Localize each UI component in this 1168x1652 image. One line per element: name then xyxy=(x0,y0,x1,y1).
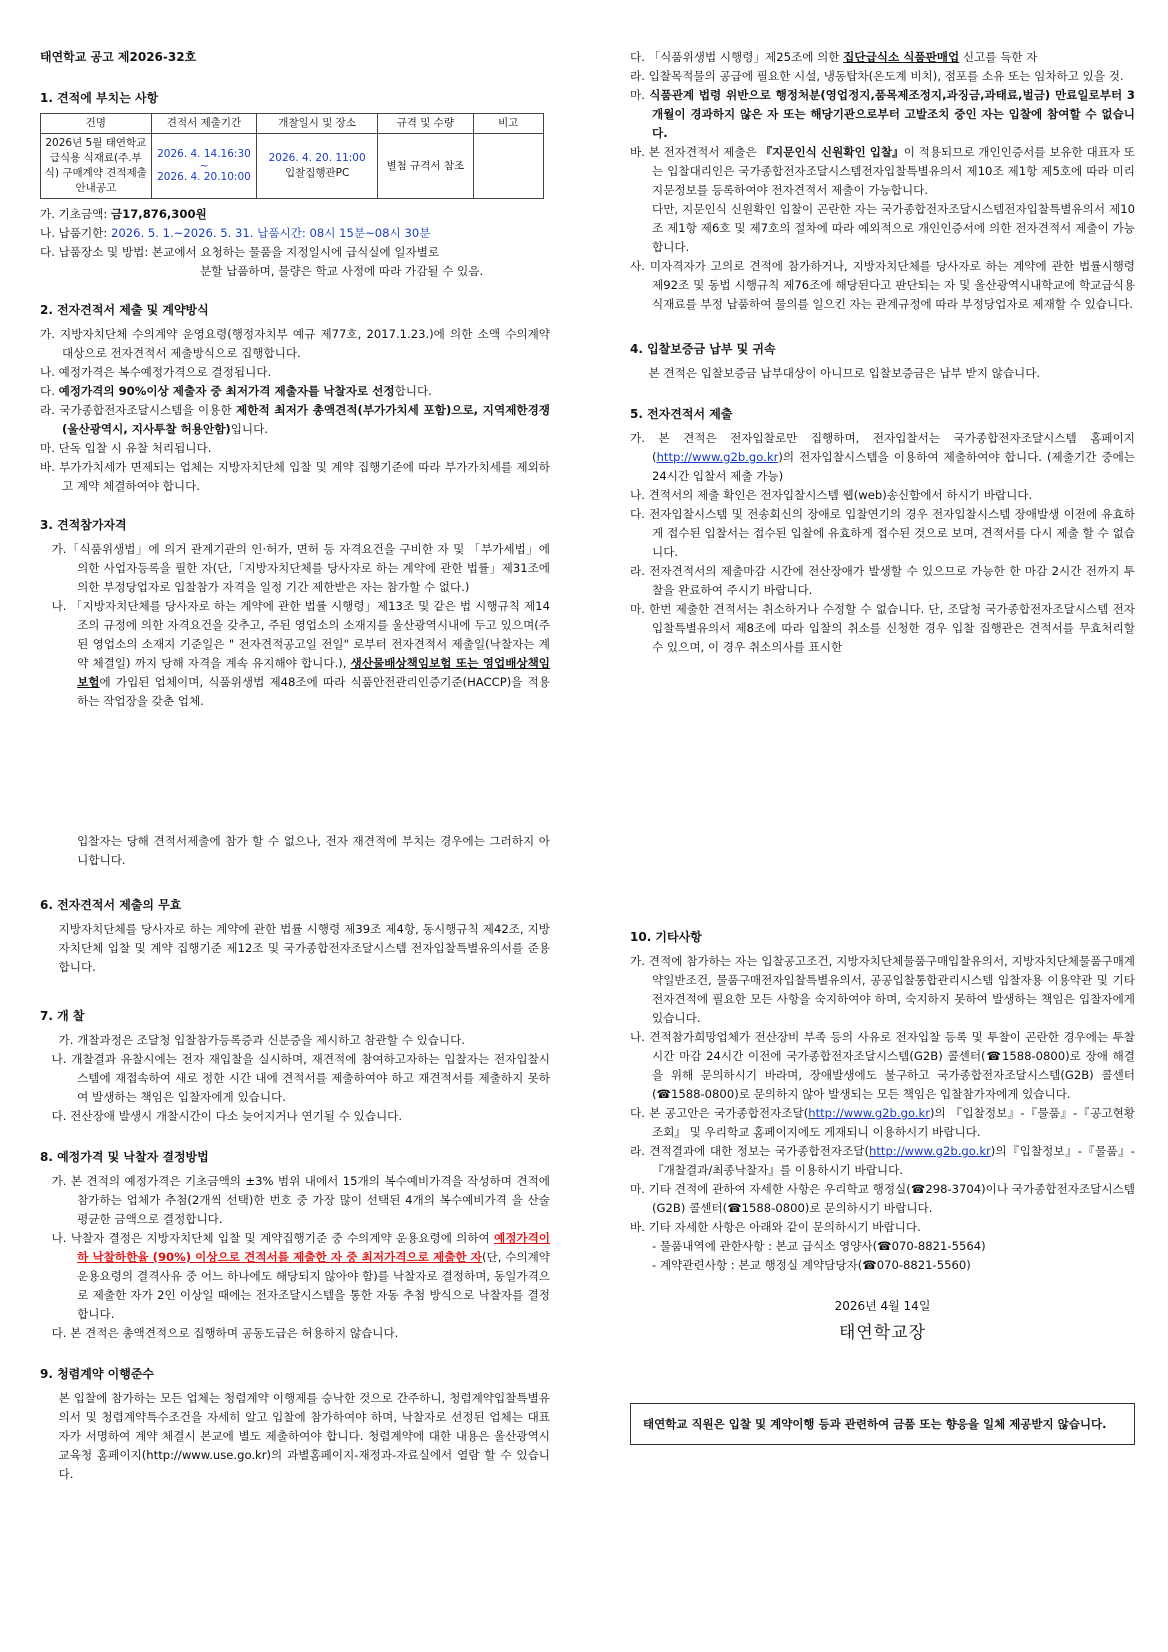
r-ba xyxy=(630,143,1135,200)
r-sa: 사. 미자격자가 고의로 견적에 참가하거나, 지방자치단체를 당사자로 하는 계약에 관한 법률시행령 제92조 및 동법 시행규칙 제76조에 해당된다고 판단되는 자 및 울산광역시내학교에 학교급식용 식재료를 부정 납품하여 물의를 일으킨 자는 관계규정에 따라 부정당업자로 제재할 수 있습니다. xyxy=(630,259,1135,311)
section-2 xyxy=(40,301,550,496)
section-9-heading: 9. 청렴계약 이행준수 xyxy=(40,1367,155,1381)
g2b-link-2[interactable]: http://www.g2b.go.kr xyxy=(808,1106,931,1120)
doc-number: 태연학교 공고 제2026-32호 xyxy=(40,50,197,64)
period-end: 2026. 4. 20.10:00 xyxy=(157,171,251,183)
s10-da xyxy=(630,1104,1135,1142)
g2b-link-3[interactable]: http://www.g2b.go.kr xyxy=(869,1144,991,1158)
th-name: 건명 xyxy=(41,114,152,134)
open-place: 입찰집행관PC xyxy=(284,167,350,179)
r-ma-bold: 식품관계 법령 위반으로 행정처분(영업정지,품목제조정지,과징금,과태료,벌금) 만료일로부터 3개월이 경과하지 않은 자 또는 해당기관으로부터 고발조치 중인 자는 입찰에 참여할 수 없습니다. xyxy=(649,88,1135,140)
signer: 태연학교장 xyxy=(838,1323,927,1343)
r-ma-pre: 마. xyxy=(630,88,650,102)
s5-ra: 라. 전자견적서의 제출마감 시간에 전산장애가 발생할 수 있으므로 가능한 한 마감 2시간 전까지 투찰을 완료하여 주시기 바랍니다. xyxy=(630,564,1135,597)
left-column-top xyxy=(40,48,550,711)
s2-da-bold: 예정가격의 90%이상 제출자 중 최저가격 제출자를 낙찰자로 선정 xyxy=(58,384,395,398)
s10-contact-2: - 계약관련사항 : 본교 행정실 계약담당자(☎070-8821-5560) xyxy=(652,1258,971,1272)
r-ma xyxy=(630,86,1135,143)
cell-opening xyxy=(257,134,378,199)
s2-na: 나. 예정가격은 복수예정가격으로 결정됩니다. xyxy=(40,365,272,379)
s10-ba: 바. 기타 자세한 사항은 아래와 같이 문의하시기 바랍니다. xyxy=(630,1220,921,1234)
r-ba-pre: 바. 본 전자견적서 제출은 xyxy=(630,145,761,159)
section-4-heading: 4. 입찰보증금 납부 및 귀속 xyxy=(630,342,776,356)
section-10 xyxy=(630,928,1135,1275)
s10-na: 나. 견적참가희망업체가 전산장비 부족 등의 사유로 전자입찰 등록 및 투찰이 곤란한 경우에는 투찰시간 마감 24시간 이전에 국가종합전자조달시스템(G2B) 콜센터(☎1588-0800)로 장애 해결을 위해 문의하시기 바라며, 장애발생에도 불구하고 국가종합전자조달시스템(G2B) 콜센터 (☎1588-0800)로 문의하지 않아 발생되는 모든 책임은 입찰참가자에게 있습니다. xyxy=(630,1030,1135,1101)
integrity-notice: 태연학교 직원은 입찰 및 계약이행 등과 관련하여 금품 또는 향응을 일체 제공받지 않습니다. xyxy=(630,1403,1135,1445)
section-5-heading: 5. 전자견적서 제출 xyxy=(630,407,733,421)
g2b-link[interactable]: http://www.g2b.go.kr xyxy=(656,450,779,464)
r-da-post: 신고를 득한 자 xyxy=(959,50,1038,64)
s2-ra xyxy=(40,401,550,439)
r-da xyxy=(630,48,1135,67)
th-period: 견적서 제출기간 xyxy=(151,114,257,134)
section-8-heading: 8. 예정가격 및 낙찰자 결정방법 xyxy=(40,1150,209,1164)
s10-ra xyxy=(630,1142,1135,1180)
s6-body: 지방자치단체를 당사자로 하는 계약에 관한 법률 시행령 제39조 제4항, 동시행규칙 제42조, 지방자치단체 입찰 및 계약 집행기준 제12조 및 국가종합전자조달시스템 전자입찰특별유의서를 준용합니다. xyxy=(58,922,550,974)
s8-na-post: (단, 수의계약 운용요령의 결격사유 중 어느 하나에도 해당되지 않아야 함)를 낙찰자로 결정하며, 동일가격으로 제출한 자가 2인 이상일 때에는 전자조달시스템을 통한 자동 추첨 방식으로 낙찰자를 결정합니다. xyxy=(77,1250,550,1321)
s2-ba: 바. 부가가치세가 면제되는 업체는 지방자치단체 입찰 및 계약 집행기준에 따라 부가가치세를 제외하고 계약 체결하여야 합니다. xyxy=(40,460,550,493)
section-7 xyxy=(40,1007,550,1126)
s7-da: 다. 전산장애 발생시 개찰시간이 다소 늦어지거나 연기될 수 있습니다. xyxy=(51,1109,403,1123)
s10-ga: 가. 견적에 참가하는 자는 입찰공고조건, 지방자치단체물품구매입찰유의서, 지방자치단체물품구매계약일반조건, 물품구매전자입찰특별유의서, 공공입찰통합관리시스템 입찰자용 이용약관 및 기타 전자견적에 필요한 모든 사항을 숙지하여야 하며, 숙지하지 못하여 발생하는 책임은 입찰자에게 있습니다. xyxy=(630,954,1135,1025)
s7-na: 나. 개찰결과 유찰시에는 전자 재입찰을 실시하며, 재견적에 참여하고자하는 입찰자는 전자입찰시스템에 재접속하여 새로 정한 시간 내에 견적서를 제출하여야 하고 재견적서를 제출하지 못하여 발생하는 책임은 입찰자에게 있습니다. xyxy=(51,1052,550,1104)
r-ba-bold: 『지문인식 신원확인 입찰』 xyxy=(760,145,904,159)
right-column-bottom xyxy=(630,928,1135,1445)
s5-na: 나. 견적서의 제출 확인은 전자입찰시스템 웹(web)송신함에서 하시기 바랍니다. xyxy=(630,488,1033,502)
period-sep: ~ xyxy=(199,160,209,172)
s2-ra-post: 입니다. xyxy=(230,422,268,436)
s10-contact-1: - 물품내역에 관한사항 : 본교 급식소 영양사(☎070-8821-5564) xyxy=(652,1239,986,1253)
s5-ga-pre: 가. 본 견적은 전자입찰로만 집행하며, 전자입찰서는 국가종합전자조달시스템 홈페이지( xyxy=(630,431,1135,464)
s2-ga: 가. 지방자치단체 수의계약 운영요령(행정자치부 예규 제77호, 2017.1.23.)에 의한 소액 수의계약 대상으로 전자견적서 제출방식으로 집행합니다. xyxy=(40,327,550,360)
r-da-underline: 집단급식소 식품판매업 xyxy=(843,50,960,64)
section-3 xyxy=(40,516,550,711)
s1-na-label: 나. 납품기한: xyxy=(40,226,111,240)
s10-da-post: )의 『입찰정보』-『물품』-『공고현황조회』 및 우리학교 홈페이지에도 게재되니 이용하시기 바랍니다. xyxy=(652,1106,1135,1139)
left-column-bottom xyxy=(40,832,550,1484)
s8-na-red: 예정가격이하 낙찰하한율 (90%) 이상으로 견적서를 제출한 자 중 최저가격으로 제출한 자 xyxy=(77,1231,550,1264)
s8-na xyxy=(40,1229,550,1324)
r-da-pre: 다. 「식품위생법 시행령」제25조에 의한 xyxy=(630,50,844,64)
s2-ma: 마. 단독 입찰 시 유찰 처리됩니다. xyxy=(40,441,212,455)
bid-table xyxy=(40,113,544,199)
s10-da-pre: 다. 본 공고안은 국가종합전자조달( xyxy=(630,1106,809,1120)
s1-da-cont: 분할 납품하며, 물량은 학교 사정에 따라 가감될 수 있음. xyxy=(200,264,484,278)
section-9 xyxy=(40,1365,550,1484)
s5-ma: 마. 한번 제출한 견적서는 취소하거나 수정할 수 없습니다. 단, 조달청 국가종합전자조달시스템 전자입찰특별유의서 제8조에 따라 입찰의 취소를 신청한 경우 입찰 집행관은 견적서를 무효처리할 수 있으며, 이 경우 취소의사를 표시한 xyxy=(630,602,1135,654)
s7-ga: 가. 개찰과정은 조달청 입찰참가등록증과 신분증을 제시하고 참관할 수 있습니다. xyxy=(58,1033,465,1047)
s4-body: 본 견적은 입찰보증금 납부대상이 아니므로 입찰보증금은 납부 받지 않습니다. xyxy=(648,366,1041,380)
s8-na-pre: 나. 낙찰자 결정은 지방자치단체 입찰 및 계약집행기준 중 수의계약 운용요령에 의하여 xyxy=(51,1231,494,1245)
section-8 xyxy=(40,1148,550,1343)
section-10-heading: 10. 기타사항 xyxy=(630,930,702,944)
s3-na-bold: 생산물배상책임보험 또는 영업배상책임보험 xyxy=(77,656,550,689)
s10-ra-post: )의『입찰정보』-『물품』-『개찰결과/최종낙찰자』를 이용하시기 바랍니다. xyxy=(652,1144,1135,1177)
section-2-heading: 2. 전자견적서 제출 및 계약방식 xyxy=(40,303,209,317)
s5-ga-post: )의 전자입찰시스템을 이용하여 제출하여야 합니다. (제출기간 중에는 24시간 입찰서 제출 가능) xyxy=(652,450,1135,483)
s10-ma: 마. 기타 견적에 관하여 자세한 사항은 우리학교 행정실(☎298-3704)이나 국가종합전자조달시스템(G2B) 콜센터(☎1588-0800)로 문의하시기 바랍니다. xyxy=(630,1182,1135,1215)
s8-da: 다. 본 견적은 총액견적으로 집행하며 공동도급은 허용하지 않습니다. xyxy=(51,1326,399,1340)
s5-ga xyxy=(630,429,1135,486)
issue-date: 2026년 4월 14일 xyxy=(834,1299,931,1313)
s2-da-post: 합니다. xyxy=(394,384,432,398)
th-spec: 규격 및 수량 xyxy=(378,114,474,134)
section-3-heading: 3. 견적참가자격 xyxy=(40,518,127,532)
s8-ga: 가. 본 견적의 예정가격은 기초금액의 ±3% 범위 내에서 15개의 복수예비가격을 작성하며 견적에 참가하는 업체가 추첨(2개씩 선택)한 번호 중 가장 많이 선택된 4개의 복수예비가격 을 산술 평균한 금액으로 결정합니다. xyxy=(51,1174,550,1226)
section-1-heading: 1. 견적에 부치는 사항 xyxy=(40,91,159,105)
s10-ra-pre: 라. 견적결과에 대한 정보는 국가종합전자조달( xyxy=(630,1144,870,1158)
s1-na xyxy=(40,224,550,243)
section-6-heading: 6. 전자견적서 제출의 무효 xyxy=(40,898,182,912)
section-4 xyxy=(630,340,1135,383)
s1-ga xyxy=(40,205,550,224)
open-date: 2026. 4. 20. 11:00 xyxy=(268,152,366,164)
r-ra: 라. 입찰목적물의 공급에 필요한 시설, 냉동탑차(온도계 비치), 점포를 소유 또는 임차하고 있을 것. xyxy=(630,69,1124,83)
s2-ra-pre: 라. 국가종합전자조달시스템을 이용한 xyxy=(40,403,237,417)
s4-continuation: 입찰자는 당해 견적서제출에 참가 할 수 없으나, 전자 재견적에 부치는 경우에는 그러하지 아니합니다. xyxy=(77,834,550,867)
s3-ga: 가.「식품위생법」에 의거 관계기관의 인·허가, 면허 등 자격요건을 구비한 자 및 「부가세법」에 의한 사업자등록을 필한 자(단,「지방자치단체를 당사자로 하는 계약에 관한 법률」제31조에 의한 부정당업자로 입찰참가 자격을 일정 기간 제한받은 자는 참가할 수 없다.) xyxy=(51,542,550,594)
r-ba-cont: 다만, 지문인식 신원확인 입찰이 곤란한 자는 국가종합전자조달시스템전자입찰특별유의서 제10조 제1항 제6호 및 제7호의 절차에 따라 예외적으로 개인인증서에 의한 전자견적서 제출이 가능합니다. xyxy=(652,202,1135,254)
s1-ga-label: 가. 기초금액: xyxy=(40,207,111,221)
period-start: 2026. 4. 14.16:30 xyxy=(157,148,251,160)
s1-na-value: 2026. 5. 1.~2026. 5. 31. 납품시간: 08시 15분~08시 30분 xyxy=(110,226,431,240)
cell-name: 2026년 5월 태연학교 급식용 식재료(주.부식) 구매계약 견적제출 안내공고 xyxy=(41,134,152,199)
s2-da-pre: 다. xyxy=(40,384,59,398)
s2-da xyxy=(40,382,550,401)
section-1 xyxy=(40,89,550,281)
s1-da: 다. 납품장소 및 방법: 본교에서 요청하는 물품을 지정일시에 급식실에 일자별로 xyxy=(40,245,440,259)
s1-ga-value: 금17,876,300원 xyxy=(110,207,207,221)
section-5 xyxy=(630,405,1135,657)
cell-spec: 별첨 규격서 참조 xyxy=(378,134,474,199)
cell-period xyxy=(151,134,257,199)
r-ba-post: 이 적용되므로 개인인증서를 보유한 대표자 또는 입찰대리인은 국가종합전자조달시스템전자입찰특별유의서 제10조 제1항 제5호에 따라 미리 지문정보를 등록하여야 전자견적서 제출이 가능합니다. xyxy=(652,145,1135,197)
s3-na xyxy=(40,597,550,711)
s3-na-post: 에 가입된 업체이며, 식품위생법 제48조에 따라 식품안전관리인증기준(HACCP)을 적용하는 작업장을 갖춘 업체. xyxy=(77,675,550,708)
s9-body: 본 입찰에 참가하는 모든 업체는 청렴계약 이행제를 승낙한 것으로 간주하니, 청렴계약입찰특별유의서 및 청렴계약특수조건을 자세히 알고 입찰에 참가하여야 하며, 낙찰자로 선정된 업체는 대표자가 서명하여 계약 체결시 본교에 별도 제출하여야 합니다. 청렴계약에 대한 내용은 울산광역시교육청 홈페이지(http://www.use.go.kr)의 과별홈페이지-재정과-자료실에서 열람 할 수 있습니다. xyxy=(58,1391,550,1481)
s5-da: 다. 전자입찰시스템 및 전송회신의 장애로 입찰연기의 경우 전자입찰시스템 장애발생 이전에 유효하게 접수된 입찰서는 접수된 입찰에 유효하게 접수된 것으로 보며, 견적서를 다시 제출 할 수 없습니다. xyxy=(630,507,1135,559)
section-6 xyxy=(40,896,550,977)
section-7-heading: 7. 개 찰 xyxy=(40,1009,85,1023)
s2-ra-bold: 제한적 최저가 총액견적(부가가치세 포함)으로, 지역제한경쟁(울산광역시, 지사투찰 허용안함) xyxy=(62,403,550,436)
th-opening: 개찰일시 및 장소 xyxy=(257,114,378,134)
s3-na-pre: 나. 「지방자치단체를 당사자로 하는 계약에 관한 법률 시행령」제13조 및 같은 법 시행규칙 제14조의 규정에 의한 자격요건을 갖추고, 주된 영업소의 소재지를 울산광역시내에 두고 있으며(주된 영업소의 소재지 기준일은 " 전자견적공고일 전일" 로부터 전자견적서 제출일(낙찰자는 계약 체결일) 까지 당해 자격을 계속 유지해야 합니다.), xyxy=(51,599,550,670)
th-note: 비고 xyxy=(473,114,543,134)
right-column-top xyxy=(630,48,1135,657)
cell-note xyxy=(473,134,543,199)
